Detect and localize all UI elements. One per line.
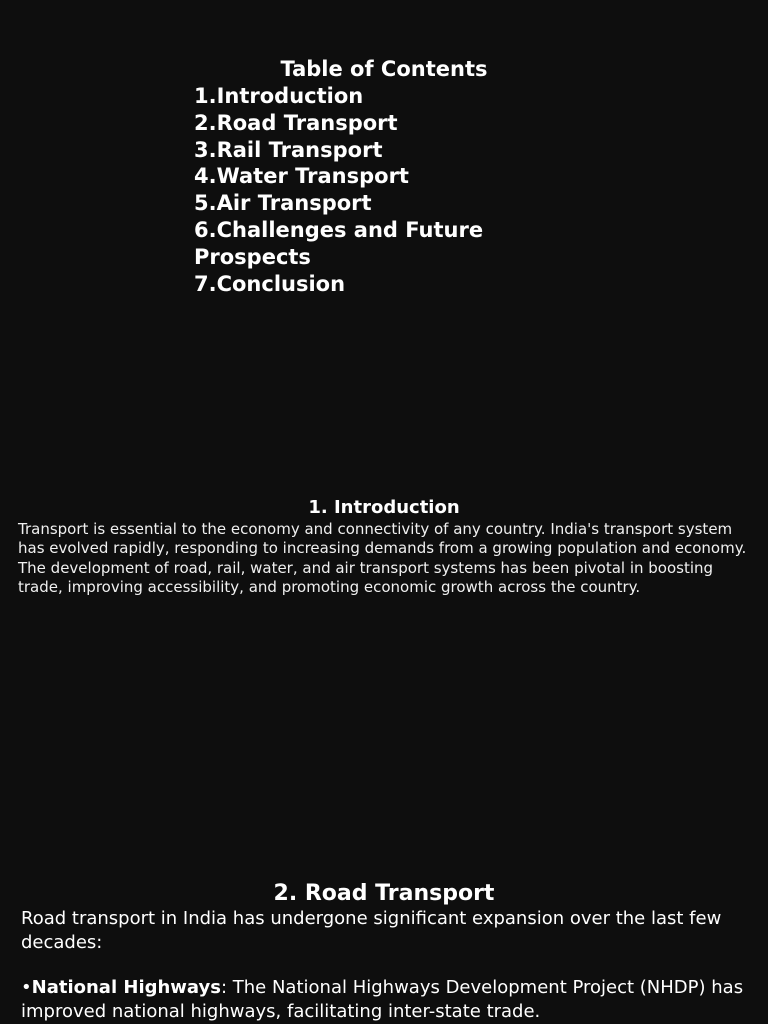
toc-item-introduction: 1.Introduction [194,84,364,108]
toc-item-challenges: 6.Challenges and Future Prospects [194,217,484,269]
toc-item-conclusion: 7.Conclusion [194,271,346,296]
toc-item-road-transport: 2.Road Transport [194,110,398,135]
introduction-heading: 1. Introduction [308,497,460,518]
introduction-paragraph: Transport is essential to the economy and connectivity of any country. India's transport system has evolved rapidly, responding to increasing demands from a growing population and economy. The development of road, rail, water, and air transport systems has been pivotal in boosting trade, improving accessibility, and promoting economic growth across the country. [18,520,747,596]
road-transport-heading: 2. Road Transport [273,881,495,906]
bullet-text: : The National Highways Development Project (NHDP) has improved national highways, facilitating inter-state trade. [21,977,744,1022]
road-transport-intro: Road transport in India has undergone significant expansion over the last few decades: [21,908,722,953]
road-transport-bullet [21,976,756,1023]
bullet-term: National Highways [31,977,221,998]
toc-item-rail-transport: 3.Rail Transport [194,137,383,162]
toc-title: Table of Contents [280,57,488,81]
toc-item-air-transport: 5.Air Transport [194,191,372,216]
toc-list [194,83,524,297]
bullet-marker: • [21,977,32,998]
toc-item-water-transport: 4.Water Transport [194,164,409,189]
table-of-contents [194,56,574,82]
